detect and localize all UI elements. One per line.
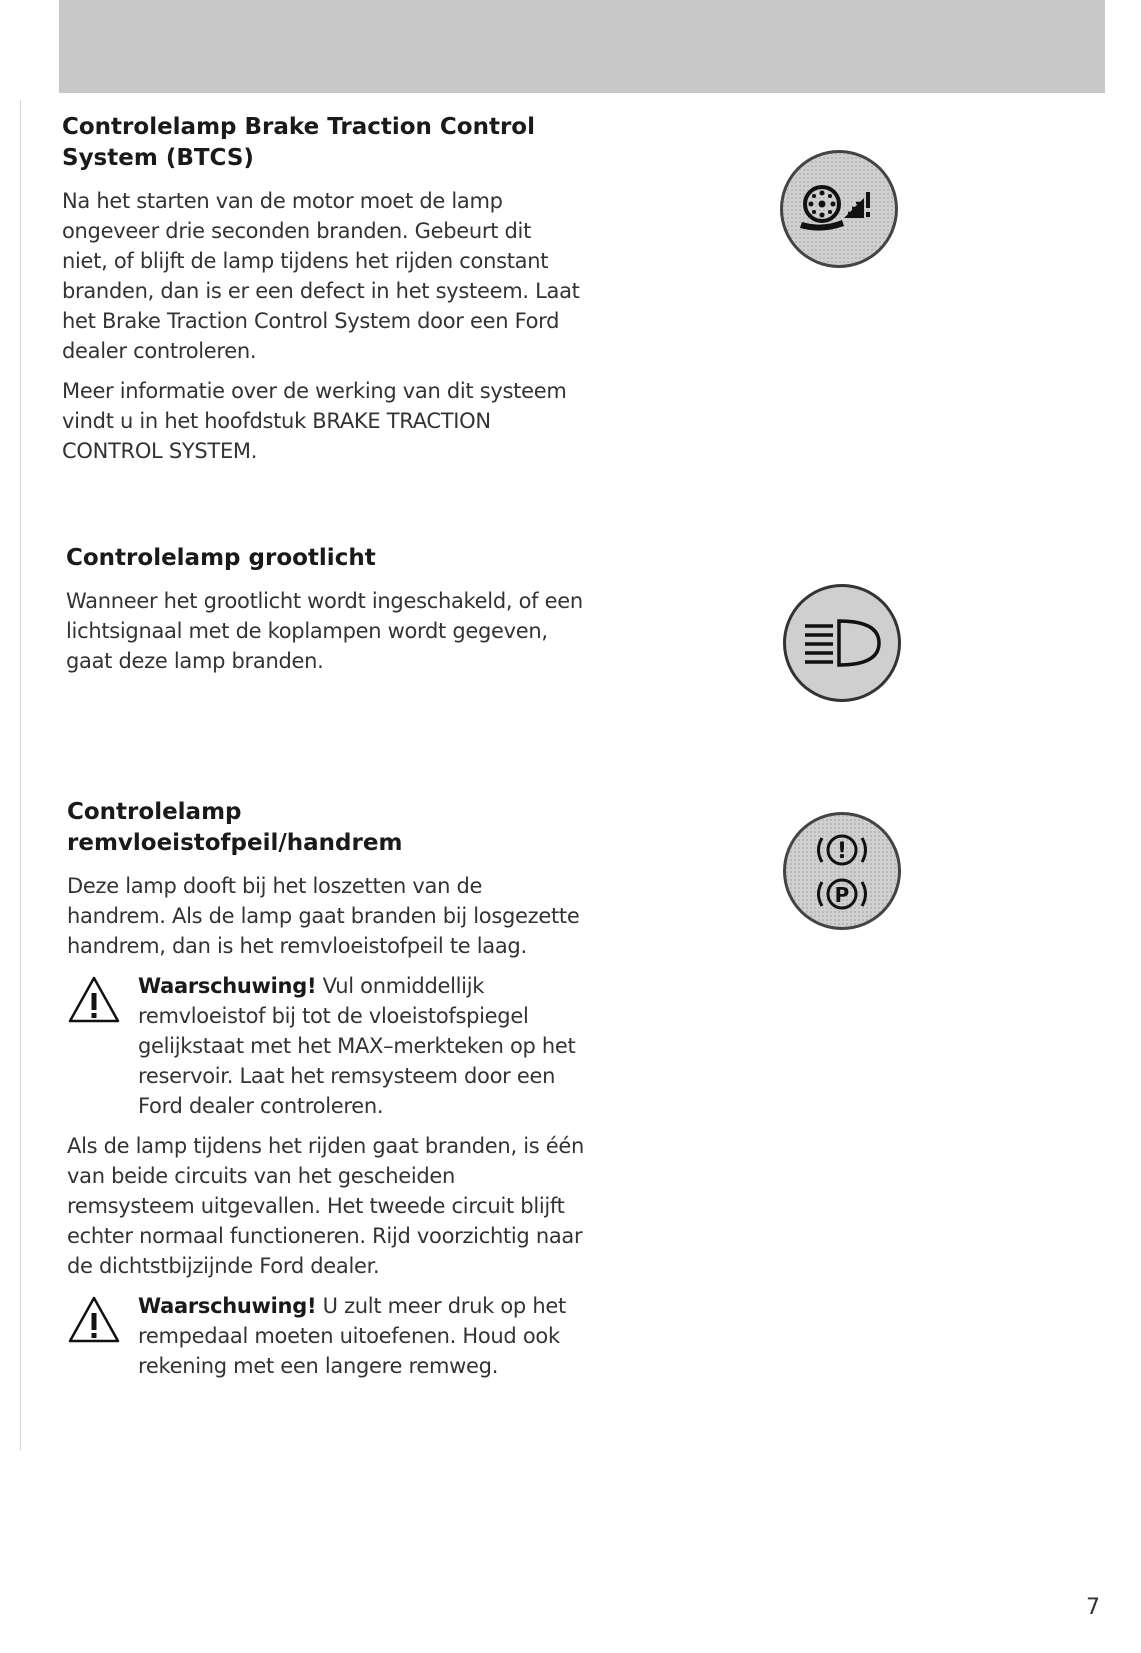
section-btcs (62, 112, 582, 476)
header-bar (59, 0, 1105, 93)
brake-fluid-paragraph-2: Als de lamp tijdens het rijden gaat branden, is één van beide circuits van het gescheiden remsysteem uitgevallen. Het tweede circuit blijft echter normaal functioneren. Rijd voorzichtig naar de dichtstbijzijnde Ford dealer. (67, 1134, 584, 1278)
btcs-paragraph-1: Na het starten van de motor moet de lamp ongeveer drie seconden branden. Gebeurt dit niet, of blijft de lamp tijdens het rijden constant branden, dan is er een defect in het systeem. Laat het Brake Traction Control System door een Ford dealer controleren. (62, 189, 580, 363)
warning-1-label: Waarschuwing! (138, 974, 317, 998)
warning-2-text: U zult meer druk op het rempedaal moeten uitoefenen. Houd ook rekening met een langere remweg. (138, 1294, 566, 1378)
btcs-lamp-icon (778, 148, 900, 270)
warning-block-1 (67, 971, 587, 1121)
warning-block-2 (67, 1291, 587, 1381)
brake-fluid-heading: Controlelamp remvloeistofpeil/handrem (67, 799, 403, 856)
brake-lamp-p: P (834, 883, 850, 907)
high-beam-heading: Controlelamp grootlicht (66, 545, 376, 571)
margin-rule (20, 100, 21, 1450)
section-brake-fluid (67, 797, 587, 1391)
btcs-heading: Controlelamp Brake Traction Control System (BTCS) (62, 114, 535, 171)
warning-2-label: Waarschuwing! (138, 1294, 317, 1318)
btcs-paragraph-2: Meer informatie over de werking van dit systeem vindt u in het hoofdstuk BRAKE TRACTION CONTROL SYSTEM. (62, 379, 567, 463)
high-beam-lamp-icon (781, 582, 903, 704)
brake-lamp-icon (781, 810, 903, 932)
warning-1-text: Vul onmiddellijk remvloeistof bij tot de vloeistofspiegel gelijkstaat met het MAX–merkteken op het reservoir. Laat het remsysteem door een Ford dealer controleren. (138, 974, 576, 1118)
warning-triangle-icon (67, 975, 121, 1025)
section-high-beam (66, 543, 586, 686)
page-number: 7 (1086, 1595, 1100, 1620)
high-beam-paragraph: Wanneer het grootlicht wordt ingeschakeld, of een lichtsignaal met de koplampen wordt gegeven, gaat deze lamp branden. (66, 589, 583, 673)
brake-fluid-paragraph-1: Deze lamp dooft bij het loszetten van de handrem. Als de lamp gaat branden bij losgezette handrem, dan is het remvloeistofpeil te laag. (67, 874, 580, 958)
warning-triangle-icon (67, 1295, 121, 1345)
brake-lamp-exclamation: ! (836, 839, 848, 864)
